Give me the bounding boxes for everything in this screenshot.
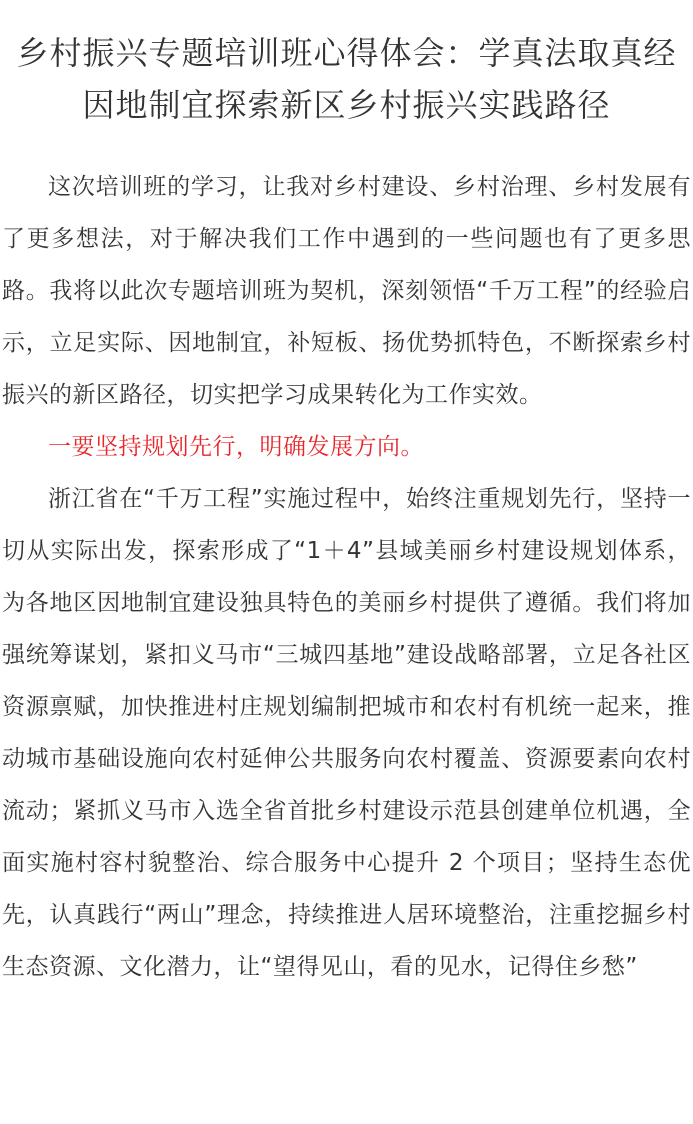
section-paragraph: 浙江省在“千万工程”实施过程中，始终注重规划先行，坚持一切从实际出发，探索形成了“1＋4”县域美丽乡村建设规划体系，为各地区因地制宜建设独具特色的美丽乡村提供了遵循。我们将加强统筹谋划，紧扣义马市“三城四基地”建设战略部署，立足各社区资源禀赋，加快推进村庄规划编制把城市和农村有机统一起来，推动城市基础设施向农村延伸公共服务向农村覆盖、资源要素向农村流动；紧抓义马市入选全省首批乡村建设示范县创建单位机遇，全面实施村容村貌整治、综合服务中心提升 2 个项目；坚持生态优先，认真践行“两山”理念，持续推进人居环境整治，注重挖掘乡村生态资源、文化潜力，让“望得见山，看的见水，记得住乡愁” [2,486,691,980]
intro-paragraph: 这次培训班的学习，让我对乡村建设、乡村治理、乡村发展有了更多想法，对于解决我们工作中遇到的一些问题也有了更多思路。我将以此次专题培训班为契机，深刻领悟“千万工程”的经验启示，立足实际、因地制宜，补短板、扬优势抓特色，不断探索乡村振兴的新区路径，切实把学习成果转化为工作实效。 [2,174,691,408]
article-title: 乡村振兴专题培训班心得体会：学真法取真经因地制宜探索新区乡村振兴实践路径 [16,34,677,124]
article [0,27,693,993]
article-body [2,161,691,993]
section-heading: 一要坚持规划先行，明确发展方向。 [48,434,424,460]
